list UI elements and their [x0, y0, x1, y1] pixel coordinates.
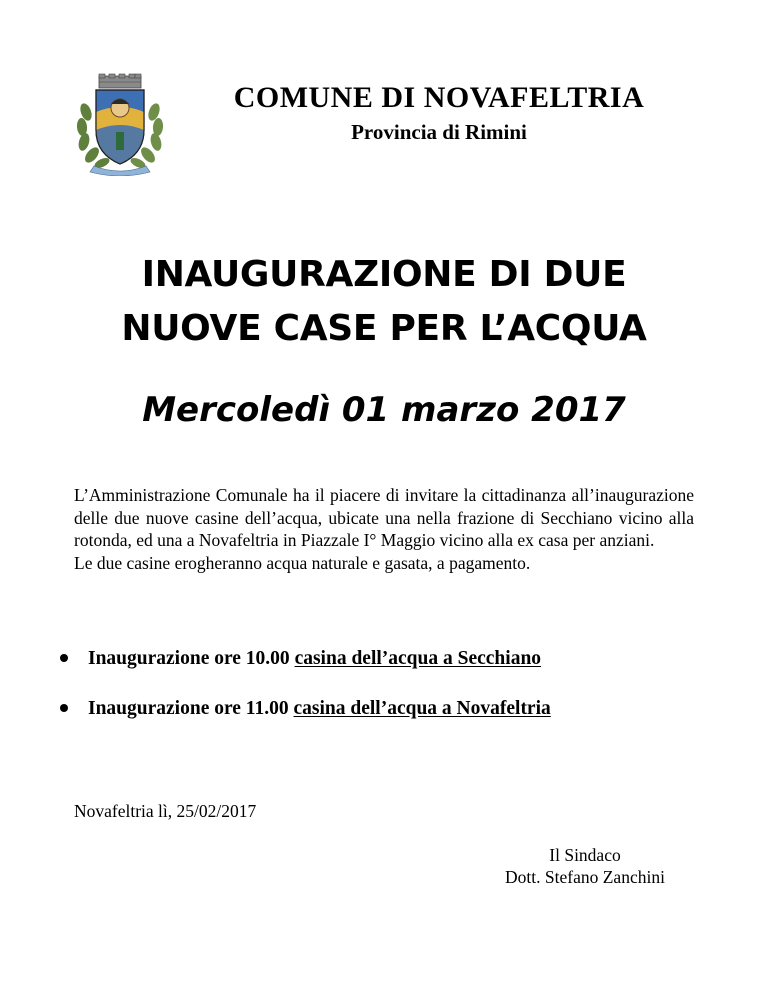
- event-time: Inaugurazione ore 10.00: [88, 648, 290, 669]
- event-place: casina dell’acqua a Secchiano: [294, 648, 542, 669]
- event-place: casina dell’acqua a Novafeltria: [293, 698, 551, 719]
- event-item-secchiano: [54, 646, 734, 672]
- province-name: Provincia di Rimini: [351, 120, 527, 144]
- place-and-date: Novafeltria lì, 25/02/2017: [74, 801, 257, 821]
- event-list: [54, 646, 734, 746]
- signature-name: Dott. Stefano Zanchini: [505, 867, 665, 887]
- event-date: Mercoledì 01 marzo 2017: [142, 390, 626, 430]
- signature-role: Il Sindaco: [549, 845, 621, 865]
- bullet-icon: [60, 654, 68, 662]
- event-time: Inaugurazione ore 11.00: [88, 698, 289, 719]
- shield-icon: [96, 90, 144, 164]
- announcement-paragraph-1: L’Amministrazione Comunale ha il piacere di invitare la cittadinanza all’inaugurazione delle due nuove casine dell’acqua, ubicate una nella frazione di Secchiano vicino alla rotonda, ed una a Novafeltria in Piazzale I° Maggio vicino alla ex casa per anziani.: [74, 485, 694, 550]
- municipality-name: COMUNE DI NOVAFELTRIA: [233, 81, 645, 114]
- event-item-novafeltria: [54, 696, 734, 722]
- headline-line-2: NUOVE CASE PER L’ACQUA: [121, 308, 647, 349]
- headline: [0, 248, 768, 356]
- announcement-paragraph-2: Le due casine erogheranno acqua naturale e gasata, a pagamento.: [74, 552, 531, 573]
- ribbon-icon: [90, 166, 150, 176]
- headline-line-1: INAUGURAZIONE DI DUE: [141, 254, 627, 295]
- bullet-icon: [60, 704, 68, 712]
- crown-icon: [99, 74, 141, 88]
- header: [184, 80, 694, 146]
- coat-of-arms-logo: [74, 72, 166, 176]
- signature-block: [470, 844, 700, 888]
- announcement-body: [74, 484, 694, 574]
